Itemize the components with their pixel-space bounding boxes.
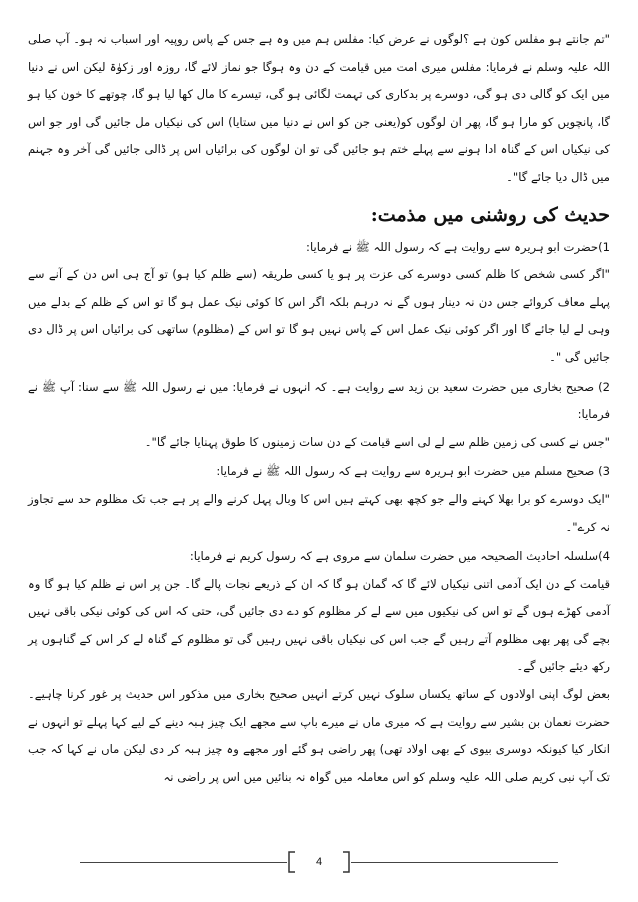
hadith-1-intro: 1)حضرت ابو ہریرہ سے روایت ہے کہ رسول اللہ ﷺ نے فرمایا: — [306, 239, 610, 254]
closing-paragraph: بعض لوگ اپنی اولادوں کے ساتھ یکساں سلوک نہیں کرتے انہیں صحیح بخاری میں مذکور اس حدیث پر غور کرنا چاہیے۔ حضرت نعمان بن بشیر سے روایت ہے کہ میری ماں نے میرے باپ سے مجھے ایک چیز ہبہ دینے کے لیے کہا پہلے تو انہوں نے انکار کیا کیونکہ دوسری بیوی کے بھی اولاد تھی) پھر راضی ہو گئے اور مجھے وہ چیز ہبہ کر دی لیکن ماں نے کہا کہ جب تک آپ نبی کریم صلی اللہ علیہ وسلم کو اس معاملہ میں گواہ نہ بنائیں میں اس پر راضی نہ — [28, 687, 610, 784]
page-number-box — [287, 850, 351, 874]
page-footer — [0, 848, 638, 878]
hadith-2-intro: 2) صحیح بخاری میں حضرت سعید بن زید سے روایت ہے۔ کہ انہوں نے فرمایا: میں نے رسول اللہ ﷺ سے سنا: آپ ﷺ نے فرمایا: — [28, 379, 610, 422]
body-paragraph: "تم جانتے ہو مفلس کون ہے ؟لوگوں نے عرض کیا: مفلس ہم میں وہ ہے جس کے پاس روپیہ اور اسباب نہ ہو۔ آپ صلی اللہ علیہ وسلم نے فرمایا: مفلس میری امت میں قیامت کے دن وہ ہوگا جو نماز لائے گا، روزہ اور زکوٰۃ لیکن اس نے دنیا میں ایک کو گالی دی ہو گی، دوسرے پر بدکاری کی تہمت لگائی ہو گی، تیسرے کا مال کھا لیا ہو گا، چوتھے کا خون کیا ہو گا، پانچویں کو مارا ہو گا، پھر ان لوگوں کو(یعنی جن کو اس نے دنیا میں ستایا) اس کی نیکیاں مل جائیں گی اور جو اس کی نیکیاں اس کے گناہ ادا ہونے سے پہلے ختم ہو جائیں گی تو ان لوگوں کی برائیاں اس پر ڈالی جائیں گی آخر وہ جہنم میں ڈال دیا جائے گا"۔ — [28, 32, 610, 184]
hadith-3-text: "ایک دوسرے کو برا بھلا کہنے والے جو کچھ بھی کہتے ہیں اس کا وبال پہل کرنے والے پر ہے جب تک مظلوم حد سے تجاوز نہ کرے"۔ — [28, 491, 610, 534]
hadith-4-text: قیامت کے دن ایک آدمی اتنی نیکیاں لائے گا کہ گمان ہو گا کہ ان کے ذریعے نجات پالے گا۔ جن پر اس نے ظلم کیا ہو گا وہ آدمی کھڑے ہوں گے تو اس کی نیکیوں میں سے لے کر مظلوم کو دے دی جائیں گی، حتی کہ اس کی کوئی نیکی باقی نہیں بچے گی پھر بھی مظلوم آتے رہیں گے جب اس کی نیکیاں باقی نہیں رہیں گی تو مظلوم کے گناہ لے کر اس کے گناہوں پر رکھ دیئے جائیں گے۔ — [28, 576, 610, 674]
section-heading: حدیث کی روشنی میں مذمت: — [370, 203, 610, 226]
hadith-3-intro: 3) صحیح مسلم میں حضرت ابو ہریرہ سے روایت ہے کہ رسول اللہ ﷺ نے فرمایا: — [216, 464, 610, 479]
hadith-2-text: "جس نے کسی کی زمین ظلم سے لے لی اسے قیامت کے دن سات زمینوں کا طوق پہنایا جائے گا"۔ — [144, 434, 610, 449]
footer-rule-left — [80, 862, 287, 863]
page-number: 4 — [315, 856, 323, 868]
hadith-4-intro: 4)سلسلہ احادیث الصحیحہ میں حضرت سلمان سے مروی ہے کہ رسول کریم نے فرمایا: — [189, 549, 610, 564]
hadith-1-text: "اگر کسی شخص کا ظلم کسی دوسرے کی عزت پر ہو یا کسی طریقہ (سے ظلم کیا ہو) تو آج ہی اس دن کے آنے سے پہلے معاف کروائے جس دن نہ دینار ہوں گے نہ درہم بلکہ اگر اس کا کوئی نیک عمل ہو گا تو اس کے ظلم کے بدلے میں وہی لے لیا جائے گا اور اگر کوئی نیک عمل اس کے پاس نہیں ہو گا تو اس کے (مظلوم) ساتھی کی برائیاں اس پر ڈال دی جائیں گی "۔ — [28, 267, 610, 364]
footer-rule-right — [351, 862, 558, 863]
document-page — [28, 26, 610, 856]
